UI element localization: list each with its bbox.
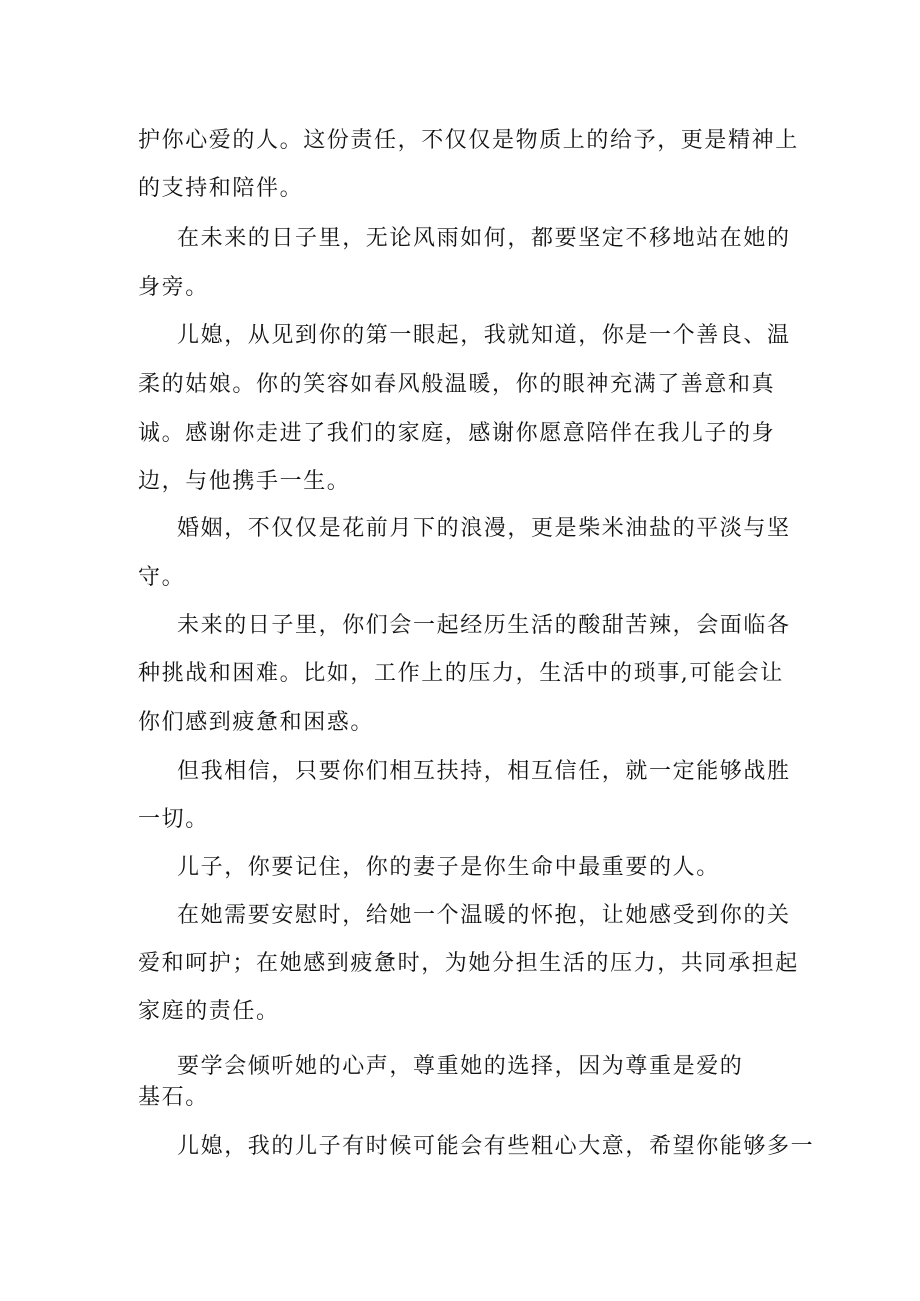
paragraph-line: 守。 (138, 565, 186, 590)
paragraph-line: 在未来的日子里，无论风雨如何，都要坚定不移地站在她的 (177, 226, 791, 251)
paragraph-line: 一切。 (138, 807, 209, 832)
paragraph-line: 边，与他携手一生。 (138, 469, 351, 494)
paragraph-line: 儿媳，我的儿子有时候可能会有些粗心大意，希望你能够多一 (177, 1134, 815, 1159)
paragraph-line: 儿子，你要记住，你的妻子是你生命中最重要的人。 (177, 855, 720, 880)
paragraph-line: 身旁。 (138, 275, 209, 300)
paragraph-line: 婚姻，不仅仅是花前月下的浪漫，更是柴米油盐的平淡与坚 (177, 516, 791, 541)
paragraph-line: 的支持和陪伴。 (138, 176, 304, 201)
paragraph-line: 家庭的责任。 (138, 999, 280, 1024)
paragraph-line: 护你心爱的人。这份责任，不仅仅是物质上的给予，更是精神上 (138, 128, 799, 153)
paragraph-line: 但我相信，只要你们相互扶持，相互信任，就一定能够战胜 (177, 759, 791, 784)
paragraph-line: 基石。 (138, 1085, 209, 1110)
paragraph-line: 未来的日子里，你们会一起经历生活的酸甜苦辣，会面临各 (177, 613, 791, 638)
paragraph-line: 要学会倾听她的心声，尊重她的选择，因为尊重是爱的 (177, 1054, 744, 1079)
paragraph-line: 柔的姑娘。你的笑容如春风般温暖，你的眼神充满了善意和真 (138, 372, 776, 397)
paragraph-line: 在她需要安慰时，给她一个温暖的怀抱，让她感受到你的关 (177, 903, 791, 928)
paragraph-line: 儿媳，从见到你的第一眼起，我就知道，你是一个善良、温 (177, 323, 791, 348)
paragraph-line: 诚。感谢你走进了我们的家庭，感谢你愿意陪伴在我儿子的身 (138, 421, 776, 446)
paragraph-line: 你们感到疲惫和困惑。 (138, 710, 375, 735)
paragraph-line: 种挑战和困难。比如，工作上的压力，生活中的琐事,可能会让 (138, 661, 784, 686)
paragraph-line: 爱和呵护；在她感到疲惫时，为她分担生活的压力，共同承担起 (138, 951, 799, 976)
